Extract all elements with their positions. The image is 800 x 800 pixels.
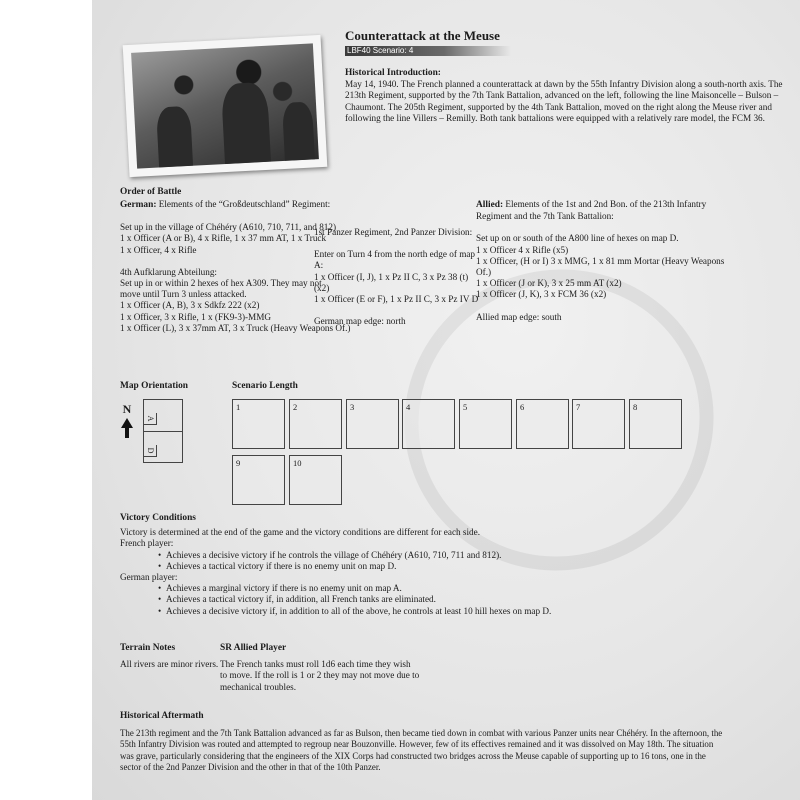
german-conditions [120,583,780,617]
turn-number: 7 [576,402,581,412]
north-arrow-icon [120,417,134,439]
victory-condition: • Achieves a decisive victory if, in addition to all of the above, he controls at least 10 hill hexes on map D. [158,606,780,617]
intro-heading: Historical Introduction: [345,68,441,78]
turn-box[interactable] [629,399,682,449]
turn-box[interactable] [459,399,512,449]
turn-number: 2 [293,402,298,412]
allied-line: 1 x Officer 4 x Rifle (x5) [476,244,569,255]
turn-box[interactable] [572,399,625,449]
map-d-label: D [143,445,157,457]
aftermath-line: sector of the 2nd Panzer Division and the other in that of the 10th Panzer. [120,761,381,772]
german-line: 1 x Officer (A or B), 4 x Rifle, 1 x 37 mm AT, 1 x Truck [120,233,327,244]
german-line: 1 x Officer (L), 3 x 37mm AT, 3 x Truck (Heavy Weapons Of.) [120,322,351,333]
panzer-line: Enter on Turn 4 from the north edge of map A: [314,249,476,271]
sr-allied-line: to move. If the roll is 1 or 2 they may not move due to [220,670,420,681]
aftermath-line: 55th Infantry Division was routed and attempted to regroup near Bouzonville. However, few of its effectives remained and it was dissolved on May 18th. The situation [120,739,714,750]
french-conditions [120,550,780,572]
terrain-heading: Terrain Notes [120,643,176,653]
german-line: 1 x Officer (A, B), 3 x Sdkfz 222 (x2) [120,300,260,311]
scenario-title: Counterattack at the Meuse [345,28,500,43]
victory-intro: Victory is determined at the end of the game and the victory conditions are different for each side. [120,527,481,538]
intro-text: May 14, 1940. The French planned a counterattack at dawn by the 55th Infantry Division along a south-north axis. The 213th Regiment, supported by the 7th Tank Battalion, advanced on the left, following the line Maisoncelle – Bulson – Chaumont. The 205th Regiment, supported by the 4th Tank Battalion, moved on the right along the Meuse river and following the line Villers – Remilly. Both tank battalions were equipped with a relatively rare model, the FCM 36. [345,79,783,123]
map-orientation-heading: Map Orientation [120,381,188,391]
allied-forces [476,199,796,323]
german-line: move until Turn 3 unless attacked. [120,289,247,300]
victory-heading: Victory Conditions [120,513,196,523]
turn-box[interactable] [402,399,455,449]
historical-introduction [345,68,785,124]
allied-line: 1 x Officer, (H or I) 3 x MMG, 1 x 81 mm Mortar (Heavy Weapons [476,255,725,266]
north-arrow [120,402,140,442]
turn-box[interactable] [289,455,342,505]
panzer-line: 1st Panzer Regiment, 2nd Panzer Division: [314,227,473,237]
turn-number: 5 [463,402,468,412]
aftermath-heading: Historical Aftermath [120,711,204,721]
allied-line: 1 x Officer (J or K), 3 x 25 mm AT (x2) [476,278,622,289]
order-of-battle-heading: Order of Battle [120,187,182,197]
allied-line: Allied map edge: south [476,311,562,322]
sr-allied-line: The French tanks must roll 1d6 each time they wish [220,659,411,670]
german-line: Set up in the village of Chéhéry (A610, 710, 711, and 812) [120,222,337,233]
turn-number: 8 [633,402,638,412]
north-label: N [122,402,132,416]
german-label: German: [120,200,157,210]
panzer-line: German map edge: north [314,316,406,327]
allied-intro-2: Regiment and the 7th Tank Battalion: [476,211,614,222]
turn-number: 3 [350,402,355,412]
turn-box[interactable] [232,399,285,449]
sr-allied-heading: SR Allied Player [220,643,287,653]
victory-condition: • Achieves a decisive victory if he controls the village of Chéhéry (A610, 710, 711 and 812). [158,550,780,561]
turn-number: 6 [520,402,525,412]
turn-box[interactable] [346,399,399,449]
allied-line: 1 x Officer (J, K), 3 x FCM 36 (x2) [476,289,607,300]
aftermath-line: The 213th regiment and the 7th Tank Battalion advanced as far as Bulson, then became tied down in combat with various Panzer units near Chéhéry. In the afternoon, the [120,728,723,739]
historical-photo [131,43,319,168]
panzer-forces [314,227,484,327]
turn-box[interactable] [516,399,569,449]
panzer-line: 1 x Officer (I, J), 1 x Pz II C, 3 x Pz 38 (t) (x2) [314,271,469,293]
map-layout [143,399,183,463]
historical-aftermath [120,711,790,773]
turn-number: 1 [236,402,241,412]
aftermath-line: was grave, particularly considering that the engineers of the XIX Corps had constructed two bridges across the Meuse capable of supporting up to 16 tons, one in the [120,750,706,761]
historical-photo-frame [123,35,328,177]
victory-condition: • Achieves a tactical victory if, in addition, all French tanks are eliminated. [158,594,780,605]
victory-condition: • Achieves a tactical victory if there is no enemy unit on map D. [158,561,780,572]
sr-allied-player [220,643,440,693]
german-intro: Elements of the “Großdeutschland” Regiment: [158,199,331,209]
allied-intro: Elements of the 1st and 2nd Bon. of the 213th Infantry [503,199,707,209]
scenario-code-bar: LBF40 Scenario: 4 [345,46,511,56]
german-line: 1 x Officer, 3 x Rifle, 1 x (FK9-3)-MMG [120,311,272,322]
turn-number: 10 [293,458,302,468]
turn-number: 9 [236,458,241,468]
allied-line: Set up on or south of the A800 line of hexes on map D. [476,233,679,244]
allied-label: Allied: [476,200,504,210]
german-line: 1 x Officer, 4 x Rifle [120,244,197,255]
victory-condition: • Achieves a marginal victory if there is no enemy unit on map A. [158,583,780,594]
panzer-line: 1 x Officer (E or F), 1 x Pz II C, 3 x Pz IV D [314,294,479,305]
german-line: 4th Aufklarung Abteilung: [120,266,217,277]
french-player-label: French player: [120,538,174,549]
german-line: Set up in or within 2 hexes of hex A309. They may not [120,278,322,289]
terrain-notes [120,643,220,670]
map-a-label: A [143,413,157,425]
german-player-label: German player: [120,572,178,583]
turn-box[interactable] [289,399,342,449]
scenario-page [92,0,800,800]
victory-conditions [120,513,780,617]
allied-line: Of.) [476,267,492,278]
terrain-text: All rivers are minor rivers. [120,659,219,670]
sr-allied-line: mechanical troubles. [220,681,297,692]
turn-number: 4 [406,402,411,412]
scenario-length-heading: Scenario Length [232,381,298,391]
turn-box[interactable] [232,455,285,505]
